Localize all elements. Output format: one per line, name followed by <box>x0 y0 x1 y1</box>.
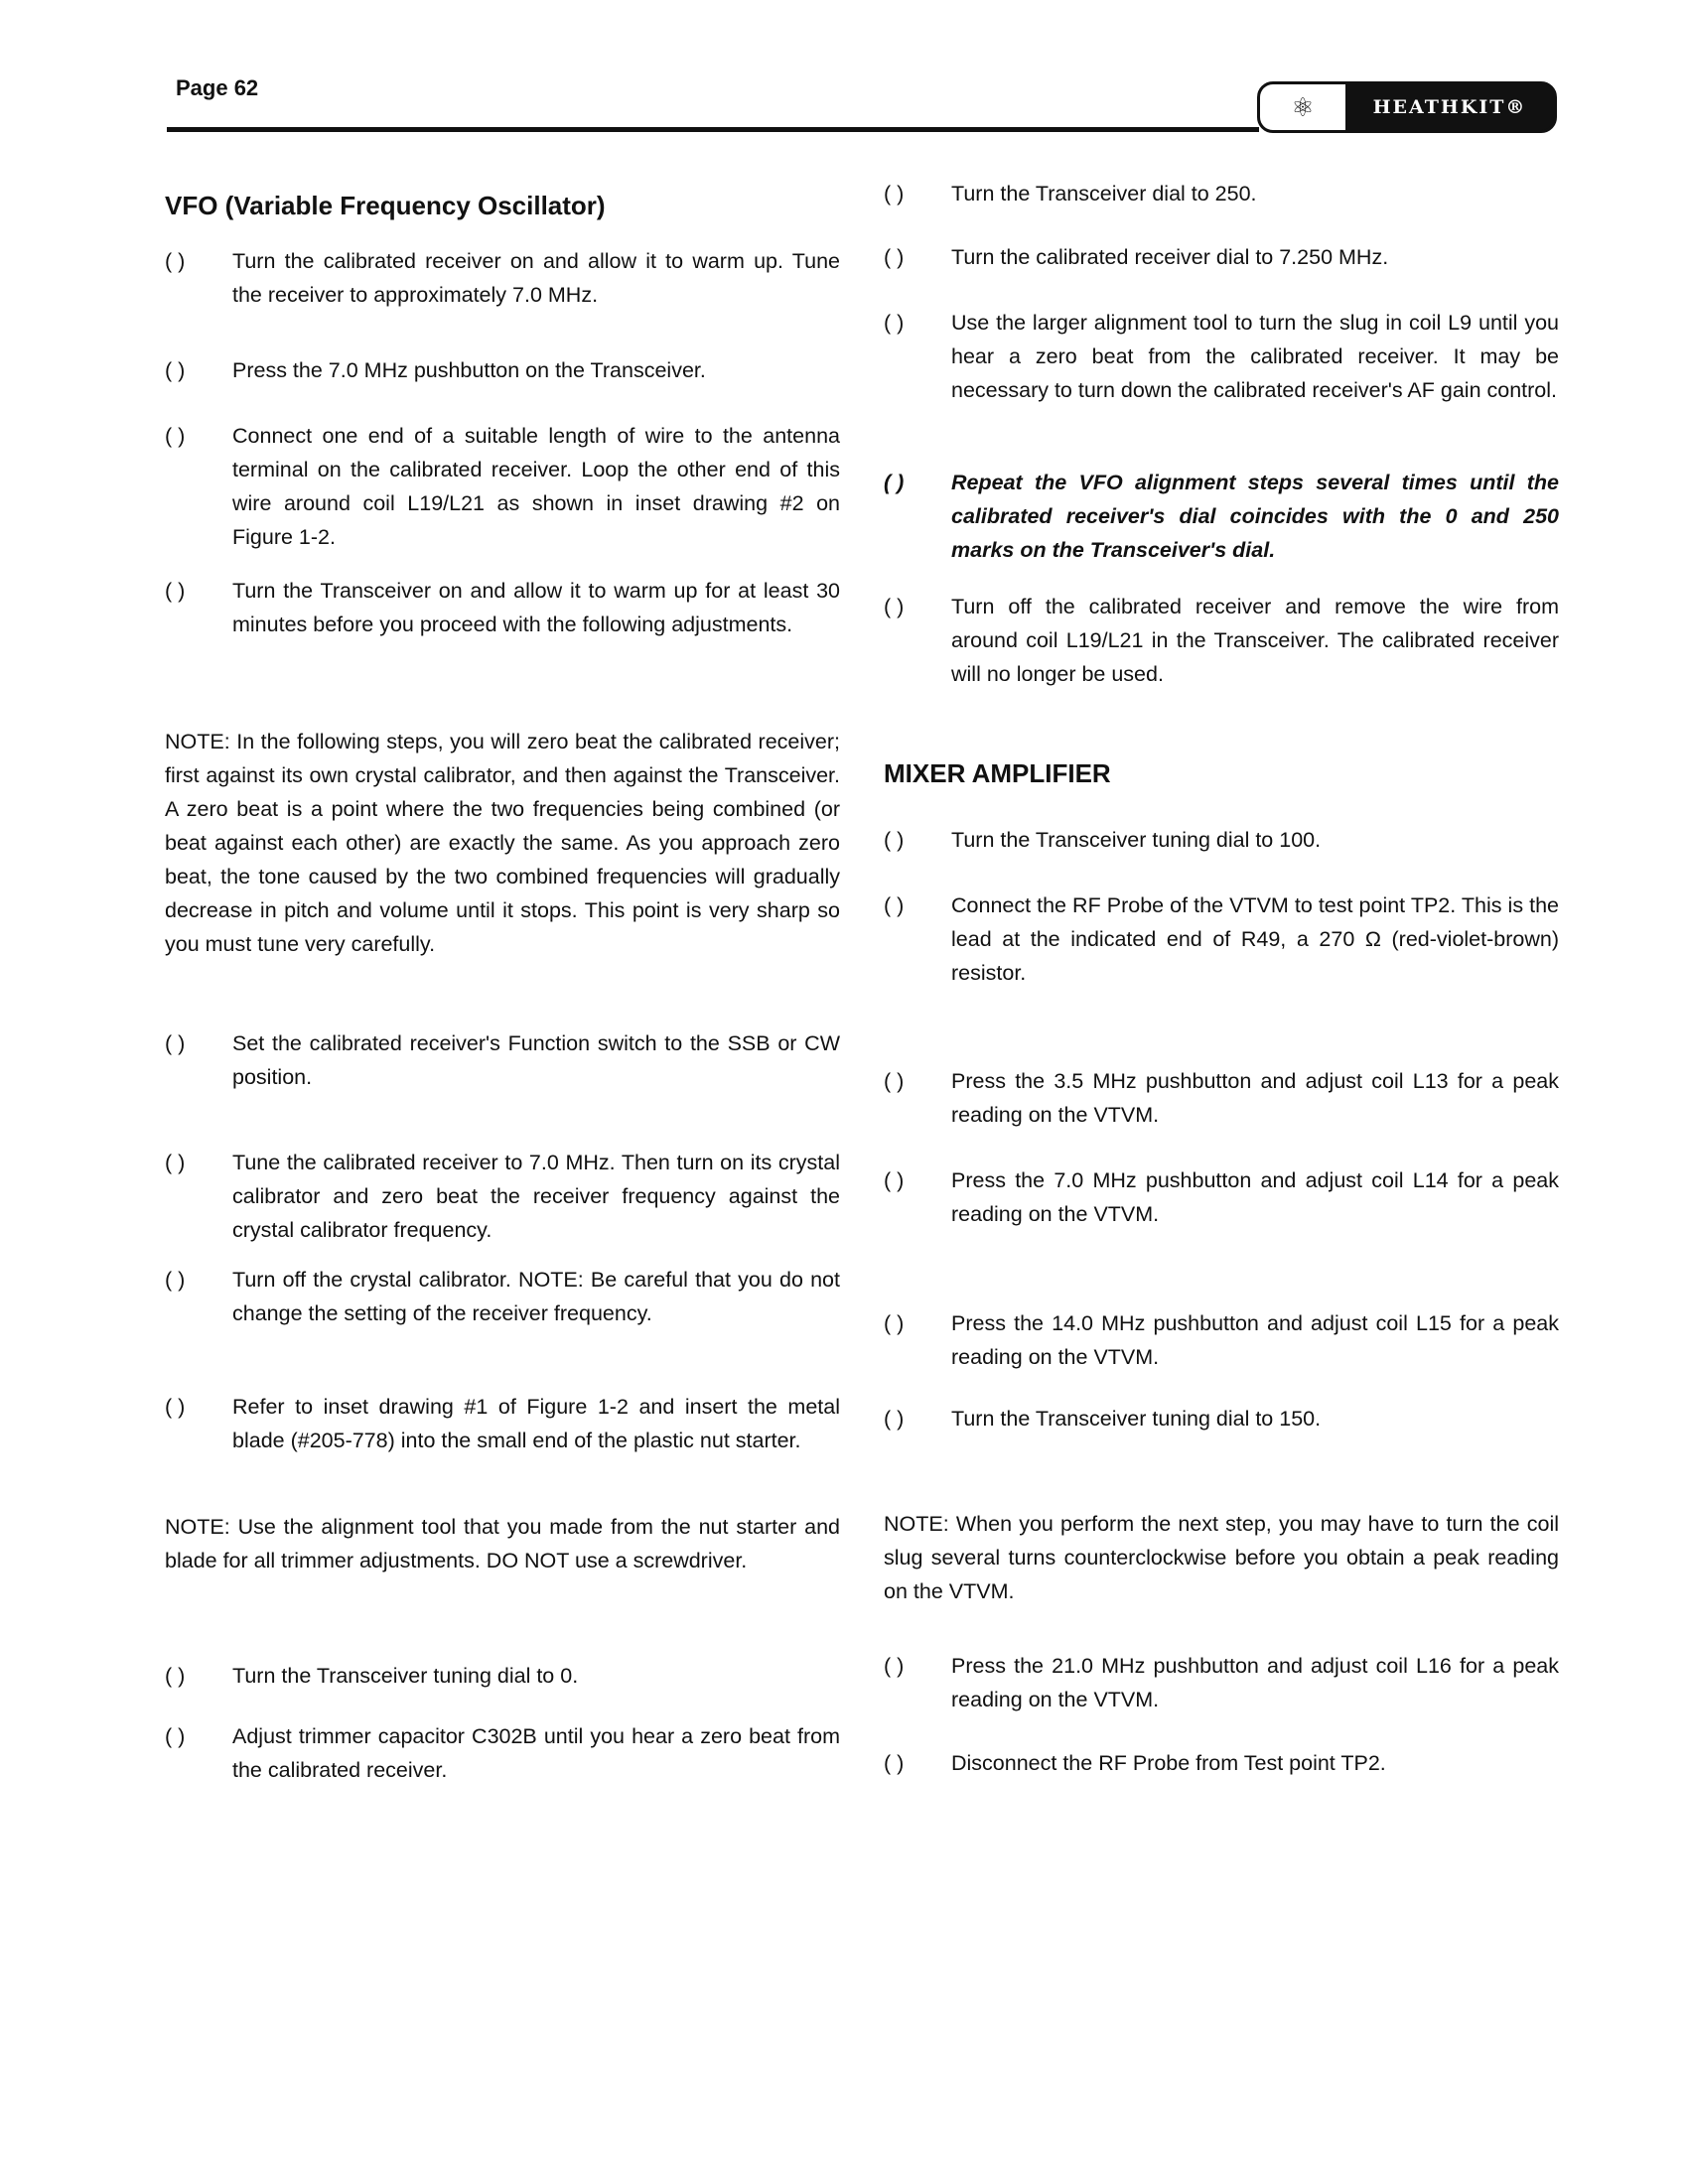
checklist-step: ( ) Connect the RF Probe of the VTVM to test point TP2. This is the lead at the indicated end of R49, a 270 Ω (red-violet-brown) resistor. <box>884 888 1559 990</box>
checklist-step: ( ) Press the 3.5 MHz pushbutton and adjust coil L13 for a peak reading on the VTVM. <box>884 1064 1559 1132</box>
checkbox[interactable]: ( ) <box>884 893 905 917</box>
checkbox[interactable]: ( ) <box>884 1069 905 1093</box>
checklist-step: ( ) Press the 21.0 MHz pushbutton and adjust coil L16 for a peak reading on the VTVM. <box>884 1649 1559 1716</box>
section-heading-mixer: MIXER AMPLIFIER <box>884 758 1111 788</box>
section-heading-vfo: VFO (Variable Frequency Oscillator) <box>165 191 606 220</box>
checkbox[interactable]: ( ) <box>165 1151 186 1174</box>
logo-text: HEATHKIT® <box>1372 96 1527 118</box>
checklist-step: ( ) Turn the Transceiver tuning dial to 150. <box>884 1402 1559 1435</box>
checkbox[interactable]: ( ) <box>165 1268 186 1292</box>
note-alignment-tool: NOTE: Use the alignment tool that you made from the nut starter and blade for all trimmer adjustments. DO NOT use a screwdriver. <box>165 1515 840 1572</box>
checkbox[interactable]: ( ) <box>165 424 186 448</box>
checkbox[interactable]: ( ) <box>165 1395 186 1419</box>
checklist-step: ( ) Turn the Transceiver on and allow it to warm up for at least 30 minutes before you proceed with the following adjustments. <box>165 574 840 641</box>
checklist-step: ( ) Tune the calibrated receiver to 7.0 MHz. Then turn on its crystal calibrator and zero beat the receiver frequency against the crystal calibrator frequency. <box>165 1146 840 1247</box>
checklist-step: ( ) Turn the calibrated receiver dial to 7.250 MHz. <box>884 240 1559 274</box>
checkbox[interactable]: ( ) <box>165 1724 186 1748</box>
header-rule <box>167 127 1259 132</box>
note-coil-slug: NOTE: When you perform the next step, you may have to turn the coil slug several turns counterclockwise before you obtain a peak reading on the VTVM. <box>884 1512 1559 1603</box>
checkbox[interactable]: ( ) <box>165 1031 186 1055</box>
checklist-step: ( ) Turn the Transceiver dial to 250. <box>884 177 1559 210</box>
checkbox[interactable]: ( ) <box>884 595 905 618</box>
checkbox[interactable]: ( ) <box>884 1168 905 1192</box>
checklist-step: ( ) Set the calibrated receiver's Function switch to the SSB or CW position. <box>165 1026 840 1094</box>
checkbox[interactable]: ( ) <box>165 1664 186 1688</box>
checkbox[interactable]: ( ) <box>884 1654 905 1678</box>
checklist-step: ( ) Turn off the calibrated receiver and remove the wire from around coil L19/L21 in the Transceiver. The calibrated receiver will no longer be used. <box>884 590 1559 691</box>
heathkit-logo <box>1257 81 1557 133</box>
checkbox[interactable]: ( ) <box>165 358 186 382</box>
checkbox[interactable]: ( ) <box>884 1407 905 1431</box>
checkbox[interactable]: ( ) <box>165 579 186 603</box>
checklist-step: ( ) Press the 14.0 MHz pushbutton and adjust coil L15 for a peak reading on the VTVM. <box>884 1306 1559 1374</box>
checkbox[interactable]: ( ) <box>884 1311 905 1335</box>
checklist-step: ( ) Adjust trimmer capacitor C302B until you hear a zero beat from the calibrated receiver. <box>165 1719 840 1787</box>
checklist-step: ( ) Use the larger alignment tool to turn the slug in coil L9 until you hear a zero beat from the calibrated receiver. It may be necessary to turn down the calibrated receiver's AF gain control. <box>884 306 1559 407</box>
checklist-step-repeat: ( ) Repeat the VFO alignment steps several times until the calibrated receiver's dial coincides with the 0 and 250 marks on the Transceiver's dial. <box>884 466 1559 567</box>
checklist-step: ( ) Press the 7.0 MHz pushbutton on the Transceiver. <box>165 353 840 387</box>
checkbox[interactable]: ( ) <box>884 471 905 494</box>
checkbox[interactable]: ( ) <box>884 245 905 269</box>
checkbox[interactable]: ( ) <box>884 1751 905 1775</box>
checkbox[interactable]: ( ) <box>884 311 905 335</box>
checkbox[interactable]: ( ) <box>165 249 186 273</box>
checklist-step: ( ) Disconnect the RF Probe from Test point TP2. <box>884 1746 1559 1780</box>
checklist-step: ( ) Turn the calibrated receiver on and allow it to warm up. Tune the receiver to approximately 7.0 MHz. <box>165 244 840 312</box>
checklist-step: ( ) Refer to inset drawing #1 of Figure 1-2 and insert the metal blade (#205-778) into the small end of the plastic nut starter. <box>165 1390 840 1457</box>
checkbox[interactable]: ( ) <box>884 182 905 205</box>
note-zero-beat: NOTE: In the following steps, you will zero beat the calibrated receiver; first against its own crystal calibrator, and then against the Transceiver. A zero beat is a point where the two frequencies being combined (or beat against each other) are exactly the same. As you approach zero beat, the tone caused by the two combined frequencies will gradually decrease in pitch and volume until it stops. This point is very sharp so you must tune very carefully. <box>165 730 840 956</box>
atom-icon: ⚛ <box>1260 84 1345 130</box>
checklist-step: ( ) Turn off the crystal calibrator. NOTE: Be careful that you do not change the setting of the receiver frequency. <box>165 1263 840 1330</box>
checkbox[interactable]: ( ) <box>884 828 905 852</box>
checklist-step: ( ) Press the 7.0 MHz pushbutton and adjust coil L14 for a peak reading on the VTVM. <box>884 1163 1559 1231</box>
checklist-step: ( ) Turn the Transceiver tuning dial to 0. <box>165 1659 840 1693</box>
checklist-step: ( ) Connect one end of a suitable length of wire to the antenna terminal on the calibrated receiver. Loop the other end of this wire around coil L19/L21 as shown in inset drawing #2 on Figure 1-2. <box>165 419 840 554</box>
checklist-step: ( ) Turn the Transceiver tuning dial to 100. <box>884 823 1559 857</box>
page-number: Page 62 <box>176 75 259 100</box>
